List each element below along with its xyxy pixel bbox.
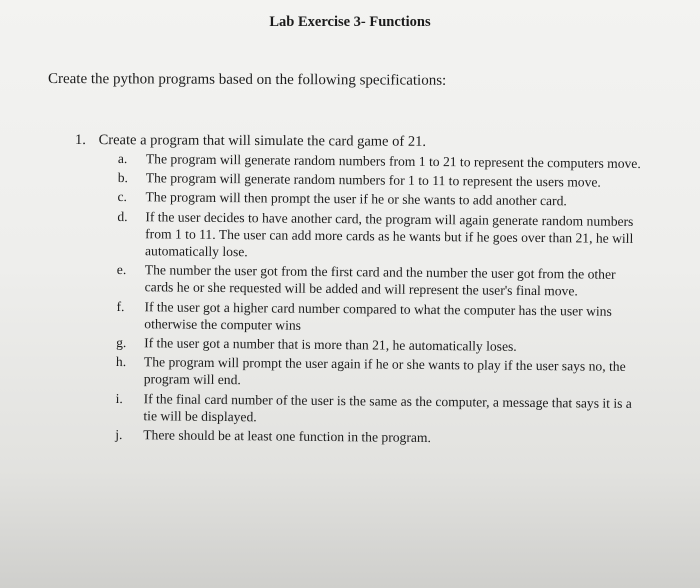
sub-item-a [118, 150, 646, 172]
main-item-text: Create a program that will simulate the card game of 21. [98, 132, 427, 150]
sub-item-text: There should be at least one function in the program. [143, 427, 431, 446]
sub-item-marker: b. [117, 170, 129, 186]
sub-item-marker: i. [115, 390, 123, 406]
sub-item-marker: g. [116, 335, 127, 351]
sub-item-text: If the final card number of the user is the same as the computer, a message that says it is a tie will be displayed. [143, 390, 632, 425]
main-item-number: 1. [74, 132, 86, 149]
sub-item-marker: d. [117, 208, 128, 224]
intro-text: Create the python programs based on the following specifications: [47, 71, 447, 89]
sub-item-marker: h. [115, 354, 127, 370]
sub-list [115, 150, 646, 450]
sub-item-marker: f. [116, 298, 125, 314]
sub-item-text: If the user got a number that is more than 21, he automatically loses. [144, 335, 517, 354]
sub-item-g [116, 334, 644, 356]
main-list-item [75, 132, 426, 151]
sub-item-text: The program will prompt the user again if he or she wants to play if the user says no, the program will end. [143, 354, 626, 388]
sub-item-marker: j. [115, 427, 123, 443]
sub-item-i [115, 390, 643, 429]
sub-item-text: The number the user got from the first card and the number the user got from the other cards he or she requested will be added and will represent the user's final move. [144, 262, 616, 299]
sub-item-marker: c. [117, 189, 128, 205]
sub-item-j [115, 426, 643, 448]
sub-item-text: If the user got a higher card number compared to what the computer has the user wins otherwise the computer wins [144, 298, 612, 333]
document-title: Lab Exercise 3- Functions [269, 14, 431, 30]
sub-item-f [116, 298, 644, 337]
sub-item-b [118, 169, 646, 191]
sub-item-text: The program will generate random numbers from 1 to 21 to represent the computers move. [145, 151, 641, 172]
sub-item-e [117, 261, 645, 300]
sub-item-marker: a. [117, 150, 128, 167]
sub-item-text: The program will then prompt the user if he or she wants to add another card. [145, 189, 567, 209]
sub-item-text: If the user decides to have another card, the program will again generate random numbers from 1 to 11. The user can add more cards as he wants but if he goes over than 21, he will automatically lose. [144, 208, 634, 260]
sub-item-c [117, 188, 645, 210]
sub-item-text: The program will generate random numbers for 1 to 11 to represent the users move. [145, 170, 601, 190]
sub-item-d [117, 208, 645, 265]
sub-item-marker: e. [116, 262, 127, 278]
sub-item-h [116, 353, 644, 392]
